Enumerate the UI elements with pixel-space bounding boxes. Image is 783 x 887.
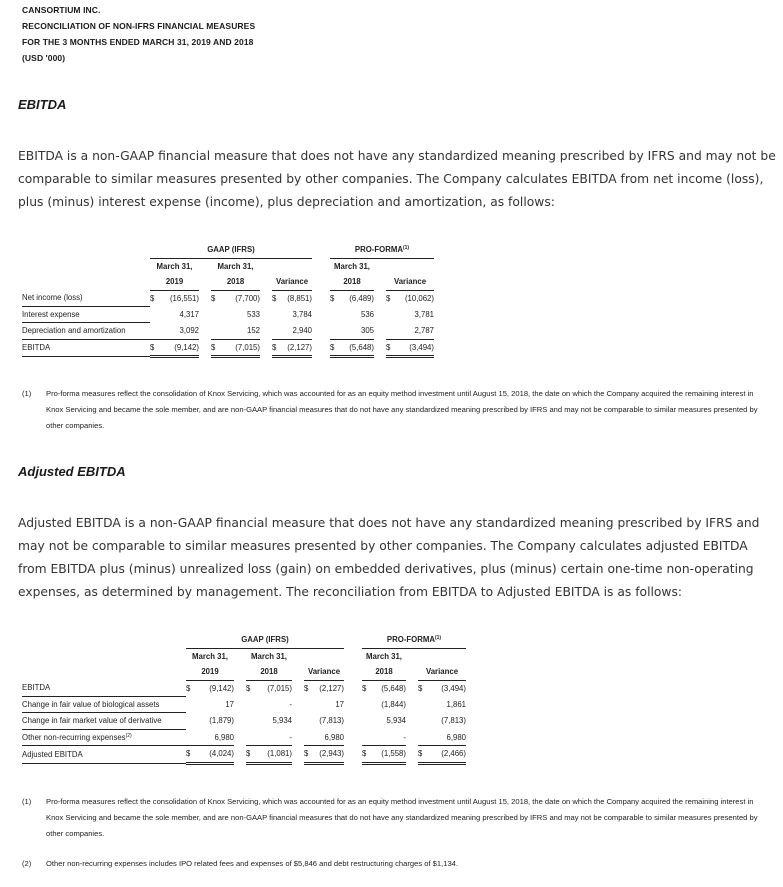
currency-symbol: $ [304, 746, 312, 764]
cell-pf-variance: 2,787 [394, 323, 434, 340]
cell-pf-variance: (7,813) [441, 716, 466, 726]
cell-pf-2018: - [370, 729, 406, 746]
group-ifrs-label: GAAP (IFRS) [207, 245, 255, 255]
ebitda-table [22, 242, 434, 358]
row-label: Net income (loss) [22, 290, 140, 306]
cell-2019: (4,024) [194, 746, 234, 764]
report-currency: (USD '000) [22, 53, 66, 63]
cell-pf-variance: 6,980 [426, 729, 466, 746]
table-row [22, 713, 466, 730]
cell-variance: 17 [335, 699, 344, 709]
footnote-mark: (2) [22, 859, 32, 868]
cell-pf-variance: (2,466) [426, 746, 466, 764]
col-head-march31: March 31, [192, 651, 228, 661]
cell-variance: (8,851) [287, 293, 312, 303]
row-label: EBITDA [22, 339, 140, 357]
row-label: Change in fair market value of derivative [22, 713, 176, 730]
col-head-2018: 2018 [260, 667, 278, 677]
col-head-march31: March 31, [251, 651, 287, 661]
group-ifrs-label: GAAP (IFRS) [241, 635, 289, 645]
cell-pf-2018: (5,648) [381, 683, 406, 693]
group-proforma-label: PRO-FORMA [386, 635, 435, 645]
currency-symbol: $ [246, 683, 251, 693]
adjusted-ebitda-paragraph: Adjusted EBITDA is a non-GAAP financial measure that does not have any standardized meaning prescribed by IFRS and may not be comparable to similar measures presented by other companies. The Company calculates adjusted EBITDA from EBITDA plus (minus) unrealized loss (gain) on embedded derivatives, plus (minus) certain one-time non-operating expenses, as determined by management. The reconciliation from EBITDA to Adjusted EBITDA is as follows: [18, 516, 760, 599]
group-proforma-label: PRO-FORMA [354, 245, 403, 255]
cell-variance: (2,127) [280, 339, 312, 357]
cell-pf-2018: 305 [338, 323, 374, 340]
cell-2018: (7,700) [235, 293, 260, 303]
currency-symbol: $ [418, 683, 423, 693]
cell-pf-2018: (6,489) [349, 293, 374, 303]
currency-symbol: $ [418, 746, 426, 764]
adjusted-ebitda-table [22, 632, 466, 765]
table-row [22, 696, 466, 713]
footnote-mark: (1) [22, 389, 32, 398]
table-row [22, 729, 466, 746]
col-head-variance: Variance [425, 667, 459, 677]
currency-symbol: $ [330, 339, 338, 357]
row-label: Other non-recurring expenses [22, 732, 126, 742]
currency-symbol: $ [211, 293, 216, 303]
cell-2019: 6,980 [194, 729, 234, 746]
cell-variance: 2,940 [280, 323, 312, 340]
col-head-2018: 2018 [226, 277, 245, 287]
currency-symbol: $ [362, 746, 370, 764]
ebitda-paragraph: EBITDA is a non-GAAP financial measure that does not have any standardized meaning prescribed by IFRS and may not be comparable to similar measures presented by other companies. The Company calculates EBITDA from net income (loss), plus (minus) interest expense (income), plus depreciation and amortization, as follows: [18, 149, 776, 209]
cell-2018: 5,934 [272, 716, 292, 726]
footnote-text: Pro-forma measures reflect the consolidation of Knox Servicing, which was accounted for as an equity method investment until August 15, 2018, the date on which the Company acquired the remaining interest in Knox Servicing and became the sole member, and are non-GAAP financial measures that do not have any standardized meaning prescribed by IFRS and may not be comparable to similar measures presented by other companies. [46, 389, 758, 430]
cell-2018: - [289, 699, 292, 709]
currency-symbol: $ [362, 683, 367, 693]
cell-2018: 533 [246, 309, 260, 319]
footnote-mark: (2) [125, 732, 132, 739]
cell-2019: (9,142) [209, 683, 234, 693]
col-head-variance: Variance [275, 277, 309, 287]
currency-symbol: $ [272, 339, 280, 357]
currency-symbol: $ [330, 293, 335, 303]
cell-pf-variance: 3,781 [414, 309, 434, 319]
footnote-text: Other non-recurring expenses includes IPO related fees and expenses of $5,846 and debt restructuring charges of $1,134. [46, 859, 459, 868]
cell-2019: (9,142) [158, 339, 199, 357]
row-label: Change in fair value of biological assets [22, 696, 176, 713]
col-head-march31: March 31, [156, 261, 193, 271]
currency-symbol: $ [272, 293, 277, 303]
currency-symbol: $ [186, 746, 194, 764]
col-head-2018: 2018 [343, 277, 361, 287]
company-name: CANSORTIUM INC. [22, 5, 101, 15]
cell-2019: 3,092 [158, 323, 199, 340]
row-label: Depreciation and amortization [22, 323, 140, 340]
cell-pf-2018: (1,844) [381, 699, 406, 709]
col-head-march31: March 31, [217, 261, 254, 271]
row-label: Interest expense [22, 306, 140, 323]
cell-variance: 3,784 [292, 309, 312, 319]
table-row [22, 306, 434, 323]
cell-pf-2018: (1,558) [370, 746, 406, 764]
currency-symbol: $ [386, 293, 391, 303]
cell-2019: 4,317 [179, 309, 199, 319]
table-row [22, 680, 466, 696]
cell-pf-variance: 1,861 [446, 699, 466, 709]
col-head-2018: 2018 [375, 667, 393, 677]
footnote-mark: (1) [22, 797, 32, 806]
col-head-2019: 2019 [165, 277, 184, 287]
cell-variance: 6,980 [312, 729, 344, 746]
currency-symbol: $ [304, 683, 309, 693]
table-row [22, 323, 434, 340]
table-group-header [22, 242, 434, 258]
cell-pf-2018: (5,648) [338, 339, 374, 357]
footnote-text: Pro-forma measures reflect the consolidation of Knox Servicing, which was accounted for as an equity method investment until August 15, 2018, the date on which the Company acquired the remaining interest in Knox Servicing and became the sole member, and are non-GAAP financial measures that do not have any standardized meaning prescribed by IFRS and may not be comparable to similar measures presented by other companies. [46, 797, 758, 838]
table-row [22, 339, 434, 357]
cell-2018: 152 [219, 323, 260, 340]
cell-2019: (16,551) [169, 293, 199, 303]
row-label: Adjusted EBITDA [22, 746, 176, 764]
col-head-2019: 2019 [201, 667, 219, 677]
cell-2019: 17 [225, 699, 234, 709]
cell-variance: (2,943) [312, 746, 344, 764]
report-title: RECONCILIATION OF NON-IFRS FINANCIAL MEASURES [22, 21, 256, 31]
currency-symbol: $ [211, 339, 219, 357]
cell-2018: (7,015) [267, 683, 292, 693]
currency-symbol: $ [186, 683, 191, 693]
cell-pf-variance: (3,494) [441, 683, 466, 693]
cell-pf-2018: 5,934 [386, 716, 406, 726]
cell-pf-2018: 536 [360, 309, 374, 319]
section-heading-adjusted-ebitda: Adjusted EBITDA [18, 464, 126, 479]
report-period: FOR THE 3 MONTHS ENDED MARCH 31, 2019 AND 2018 [22, 37, 254, 47]
currency-symbol: $ [386, 339, 394, 357]
cell-2018: (1,081) [254, 746, 292, 764]
currency-symbol: $ [150, 293, 155, 303]
row-label: EBITDA [22, 680, 176, 696]
col-head-variance: Variance [307, 667, 341, 677]
cell-2018: - [254, 729, 292, 746]
footnote-mark: (1) [434, 635, 442, 642]
cell-pf-variance: (3,494) [394, 339, 434, 357]
cell-pf-variance: (10,062) [404, 293, 434, 303]
cell-2019: (1,879) [209, 716, 234, 726]
currency-symbol: $ [150, 339, 158, 357]
col-head-variance: Variance [393, 277, 427, 287]
col-head-march31: March 31, [334, 261, 370, 271]
cell-variance: (2,127) [319, 683, 344, 693]
col-head-march31: March 31, [366, 651, 402, 661]
currency-symbol: $ [246, 746, 254, 764]
cell-variance: (7,813) [319, 716, 344, 726]
table-row [22, 290, 434, 306]
table-row [22, 746, 466, 764]
section-heading-ebitda: EBITDA [18, 97, 67, 112]
cell-2018: (7,015) [219, 339, 260, 357]
footnote-mark: (1) [402, 245, 410, 252]
